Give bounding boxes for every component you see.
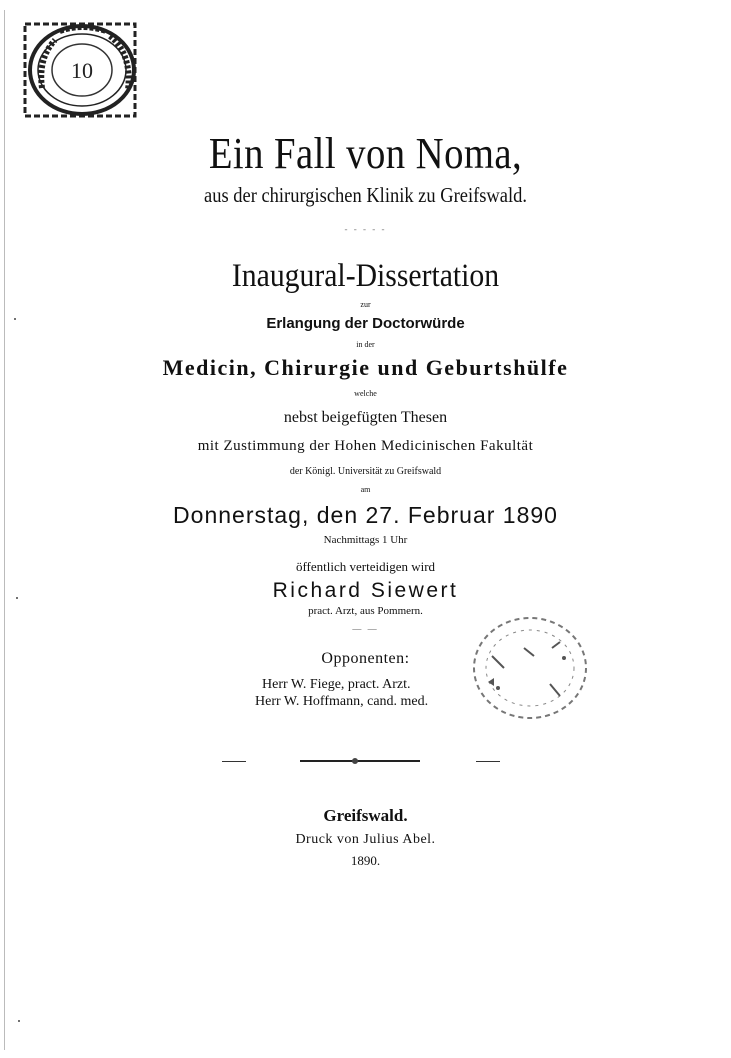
- oeffentlich-line: öffentlich verteidigen wird: [295, 559, 436, 574]
- opponents-heading: Opponenten:: [321, 650, 410, 667]
- opponent-2: Herr W. Hoffmann, cand. med.: [255, 694, 429, 709]
- divider: — —: [352, 624, 379, 634]
- small-connector-am: am: [360, 485, 371, 494]
- ornament-dot: [352, 758, 358, 764]
- small-connector-in-der: in der: [356, 340, 375, 349]
- erlangung-line: Erlangung der Doctorwürde: [266, 315, 465, 332]
- small-connector-zur: zur: [360, 300, 371, 309]
- dissertation-heading: Inaugural-Dissertation: [231, 258, 500, 294]
- margin-mark: [18, 1020, 20, 1022]
- stamp-number: 10: [71, 58, 93, 83]
- divider: - - - - -: [344, 224, 387, 234]
- mit-zustimmung-line: mit Zustimmung der Hohen Medicinischen Fakultät: [197, 438, 534, 454]
- left-edge-line: [4, 10, 5, 1050]
- stamp-graphic: [20, 18, 140, 122]
- library-stamp-top-left: [20, 18, 140, 122]
- imprint-place: Greifswald.: [323, 806, 408, 825]
- author-info: pract. Arzt, aus Pommern.: [308, 605, 423, 617]
- defense-time: Nachmittags 1 Uhr: [323, 534, 408, 546]
- nebst-line: nebst beigefügten Thesen: [283, 409, 448, 426]
- defense-date: Donnerstag, den 27. Februar 1890: [173, 502, 558, 528]
- imprint-year: 1890.: [350, 853, 381, 868]
- faculty-fields: Medicin, Chirurgie und Geburtshülfe: [162, 355, 569, 380]
- ornamental-rule-right: [476, 761, 500, 762]
- opponent-1: Herr W. Fiege, pract. Arzt.: [262, 677, 411, 692]
- university-line: der Königl. Universität zu Greifswald: [289, 466, 442, 477]
- author-name: Richard Siewert: [272, 579, 459, 602]
- imprint-printer: Druck von Julius Abel.: [295, 832, 436, 847]
- document-title: Ein Fall von Noma,: [208, 129, 523, 178]
- ornamental-rule-left: [222, 761, 246, 762]
- document-subtitle: aus der chirurgischen Klinik zu Greifswald.: [204, 183, 527, 207]
- small-connector-welche: welche: [354, 389, 377, 398]
- ornamental-rule-center: [300, 760, 420, 762]
